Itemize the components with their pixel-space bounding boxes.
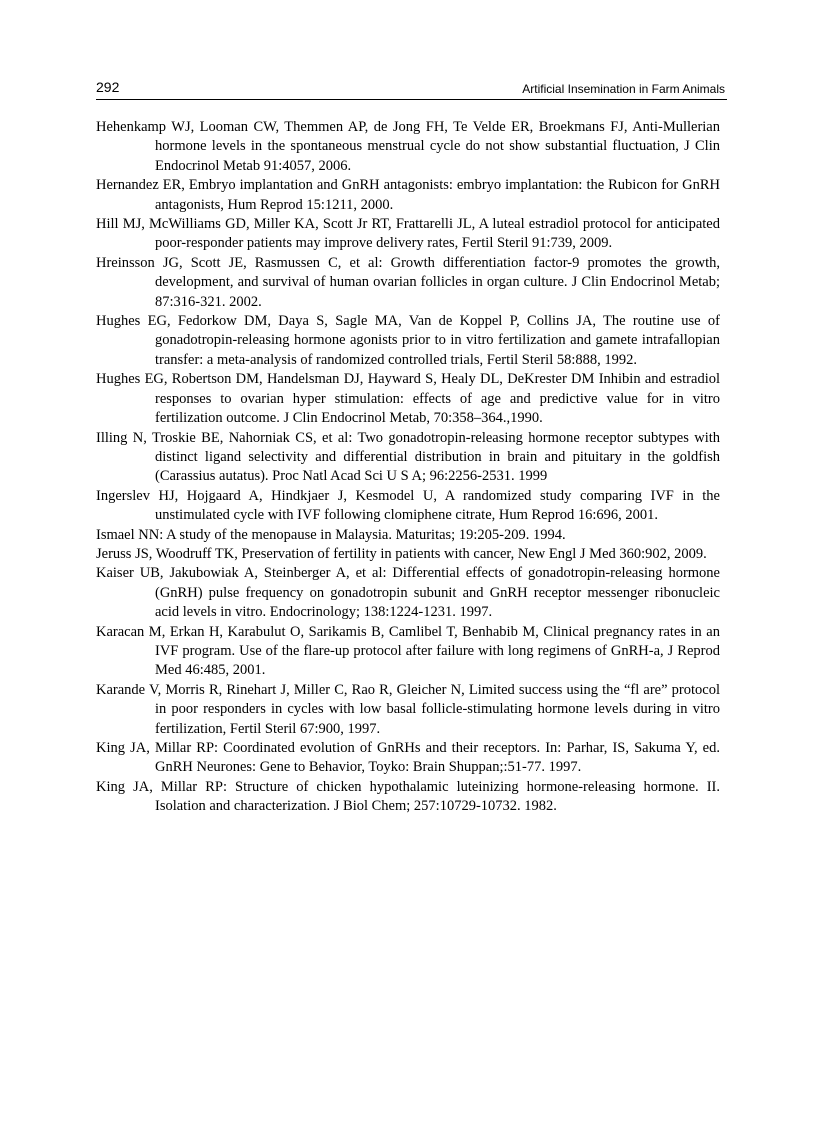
reference-entry: Illing N, Troskie BE, Nahorniak CS, et al: Two gonadotropin-releasing hormone receptor subtypes with distinct ligand selectivity and differential distribution in brain and pituitary in the goldfish (Carassius autatus). Proc Natl Acad Sci U S A; 96:2256-2531. 1999	[96, 429, 720, 485]
reference-entry: Hill MJ, McWilliams GD, Miller KA, Scott Jr RT, Frattarelli JL, A luteal estradiol protocol for anticipated poor-responder patients may improve delivery rates, Fertil Steril 91:739, 2009.	[96, 216, 720, 252]
reference-entry: Hughes EG, Fedorkow DM, Daya S, Sagle MA, Van de Koppel P, Collins JA, The routine use of gonadotropin-releasing hormone agonists prior to in vitro fertilization and gamete intrafallopian transfer: a meta-analysis of randomized controlled trials, Fertil Steril 58:888, 1992.	[96, 313, 720, 368]
reference-entry: Ingerslev HJ, Hojgaard A, Hindkjaer J, Kesmodel U, A randomized study comparing IVF in the unstimulated cycle with IVF following clomiphene citrate, Hum Reprod 16:696, 2001.	[96, 487, 720, 524]
reference-entry: Karande V, Morris R, Rinehart J, Miller C, Rao R, Gleicher N, Limited success using the “fl are” protocol in poor responders in cycles with low basal follicle-stimulating hormone levels during in vitro fertilization, Fertil Steril 67:900, 1997.	[96, 681, 720, 737]
reference-entry: Kaiser UB, Jakubowiak A, Steinberger A, et al: Differential effects of gonadotropin-releasing hormone (GnRH) pulse frequency on gonadotropin subunit and GnRH receptor messenger ribonucleic acid levels in vitro. Endocrinology; 138:1224-1231. 1997.	[96, 565, 720, 621]
running-header	[96, 79, 727, 100]
reference-entry: Karacan M, Erkan H, Karabulut O, Sarikamis B, Camlibel T, Benhabib M, Clinical pregnancy rates in an IVF program. Use of the flare-up protocol after failure with long regimens of GnRH-a, J Reprod Med 46:485, 2001.	[96, 623, 720, 679]
reference-entry: Hehenkamp WJ, Looman CW, Themmen AP, de Jong FH, Te Velde ER, Broekmans FJ, Anti-Mullerian hormone levels in the spontaneous menstrual cycle do not show substantial fluctuation, J Clin Endocrinol Metab 91:4057, 2006.	[96, 119, 720, 174]
reference-entry: Hughes EG, Robertson DM, Handelsman DJ, Hayward S, Healy DL, DeKrester DM Inhibin and estradiol responses to ovarian hyper stimulation: effects of age and predictive value for in vitro fertilization outcome. J Clin Endocrinol Metab, 70:358–364.,1990.	[96, 371, 720, 427]
reference-entry: King JA, Millar RP: Structure of chicken hypothalamic luteinizing hormone-releasing hormone. II. Isolation and characterization. J Biol Chem; 257:10729-10732. 1982.	[96, 778, 720, 815]
reference-entry: Hreinsson JG, Scott JE, Rasmussen C, et al: Growth differentiation factor-9 promotes the growth, development, and survival of human ovarian follicles in organ culture. J Clin Endocrinol Metab; 87:316-321. 2002.	[96, 254, 720, 310]
reference-entry: Jeruss JS, Woodruff TK, Preservation of fertility in patients with cancer, New Engl J Med 360:902, 2009.	[96, 545, 707, 562]
page-number: 292	[96, 79, 120, 95]
running-title: Artificial Insemination in Farm Animals	[522, 82, 725, 96]
reference-entry: Hernandez ER, Embryo implantation and GnRH antagonists: embryo implantation: the Rubicon for GnRH antagonists, Hum Reprod 15:1211, 2000.	[96, 177, 720, 213]
reference-entry: King JA, Millar RP: Coordinated evolution of GnRHs and their receptors. In: Parhar, IS, Sakuma Y, ed. GnRH Neurones: Gene to Behavior, Toyko: Brain Shuppan;:51-77. 1997.	[96, 740, 720, 776]
reference-list	[96, 118, 720, 817]
reference-entry: Ismael NN: A study of the menopause in Malaysia. Maturitas; 19:205-209. 1994.	[96, 526, 566, 543]
